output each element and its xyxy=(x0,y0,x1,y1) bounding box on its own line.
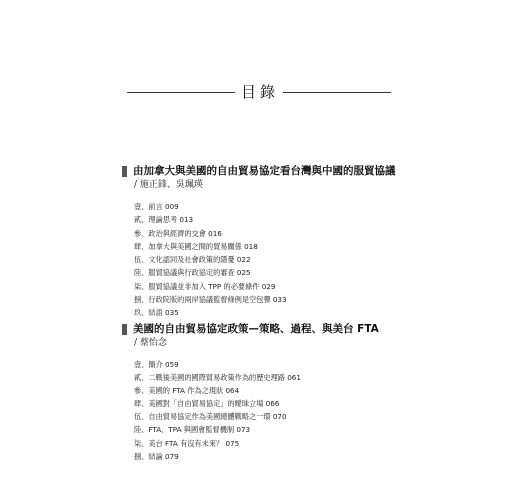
toc-entry: 參、政治與經濟的交會 016 xyxy=(134,228,222,238)
title-rule-right xyxy=(283,92,391,93)
toc-entry: 捌、行政院版的兩岸協議監督條例是空包彈 033 xyxy=(134,295,287,305)
toc-section-2 xyxy=(122,322,422,463)
entry-list xyxy=(134,358,422,463)
section-title: 美國的自由貿易協定政策—策略、過程、與美台 FTA xyxy=(133,323,379,335)
section-title: 由加拿大與美國的自由貿易協定看台灣與中國的服貿協議 xyxy=(133,165,396,177)
entry-list xyxy=(134,200,422,320)
title-rule-left xyxy=(127,92,235,93)
toc-entry: 貳、二戰後美國的國際貿易政策作為的歷史理路 061 xyxy=(134,373,301,383)
section-author: / 施正鋒、吳珮瑛 xyxy=(134,180,203,190)
toc-section-1 xyxy=(122,164,422,320)
toc-entry: 肆、美國對「自由貿易協定」的曖昧立場 066 xyxy=(134,399,280,409)
section-heading xyxy=(122,322,422,336)
toc-entry: 陸、服貿協議與行政協定的審查 025 xyxy=(134,268,251,278)
toc-entry: 壹、簡介 059 xyxy=(134,360,179,369)
section-marker-icon xyxy=(122,324,127,335)
toc-entry: 貳、理論思考 013 xyxy=(134,215,194,225)
section-author: / 蔡怡念 xyxy=(134,338,167,348)
toc-entry: 柒、美台 FTA 有沒有未來？ 075 xyxy=(134,438,240,448)
toc-entry: 柒、服貿協議並非加入 TPP 的必要條件 029 xyxy=(134,281,276,291)
toc-entry: 伍、自由貿易協定作為美國總體戰略之一環 070 xyxy=(134,412,287,422)
page-title: 目錄 xyxy=(241,83,280,101)
toc-entry: 伍、文化認同及社會政策的隱憂 022 xyxy=(134,255,251,265)
toc-entry: 玖、結語 035 xyxy=(134,308,179,318)
toc-entry: 參、美國的 FTA 作為之現狀 064 xyxy=(134,386,240,396)
toc-entry: 陸、FTA、TPA 與國會監督機制 073 xyxy=(134,425,251,435)
toc-header xyxy=(127,82,391,102)
section-marker-icon xyxy=(122,166,127,177)
section-heading xyxy=(122,164,422,178)
toc-entry: 捌、結論 079 xyxy=(134,451,179,461)
toc-entry: 壹、前言 009 xyxy=(134,202,179,211)
toc-entry: 肆、加拿大與美國之間的貿易關係 018 xyxy=(134,241,258,251)
